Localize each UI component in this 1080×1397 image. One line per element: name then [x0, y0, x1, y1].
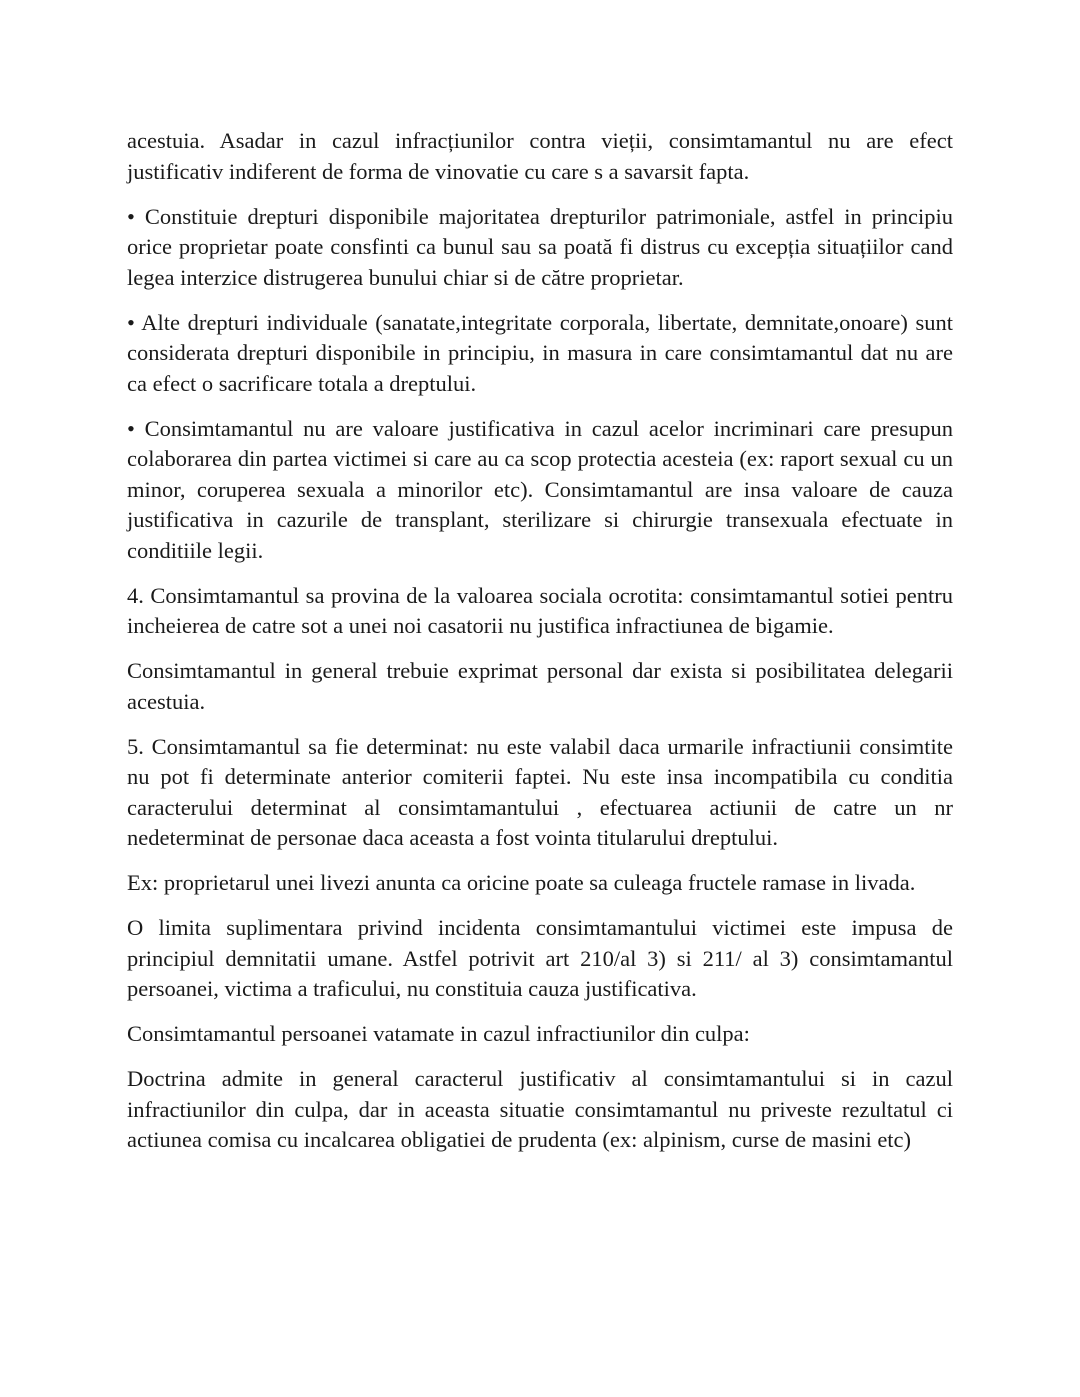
paragraph-text: Consimtamantul persoanei vatamate in cazul infractiunilor din culpa:: [127, 1021, 750, 1046]
paragraph-text: Constituie drepturi disponibile majoritatea drepturilor patrimoniale, astfel in principiu orice proprietar poate consfinti ca bunul sau sa poată fi distrus cu excepția situațiilor cand legea interzice distrugerea bunului chiar si de către proprietar.: [127, 203, 954, 290]
paragraph-text: Doctrina admite in general caracterul justificativ al consimtamantului si in cazul infractiunilor din culpa, dar in aceasta situatie consimtamantul nu priveste rezultatul ci actiunea comisa cu incalcarea obligatiei de prudenta (ex: alpinism, curse de masini etc): [127, 1066, 953, 1152]
bullet-paragraph-individual-rights: [127, 308, 953, 400]
paragraph-doctrine: [127, 1064, 953, 1156]
paragraph-human-dignity: [127, 913, 953, 1005]
bullet-icon: •: [127, 415, 135, 441]
paragraph-text: acestuia. Asadar in cazul infracțiunilor contra vieții, consimtamantul nu are efect justificativ indiferent de forma de vinovatie cu care s a savarsit fapta.: [127, 128, 953, 184]
paragraph-text: 4. Consimtamantul sa provina de la valoarea sociala ocrotita: consimtamantul sotiei pentru incheierea de catre sot a unei noi casatorii nu justifica infractiunea de bigamie.: [127, 582, 953, 638]
numbered-paragraph-5: [127, 732, 953, 854]
paragraph-negligence-heading: [127, 1019, 953, 1050]
bullet-paragraph-no-justifying-value: [127, 414, 953, 567]
paragraph-continuation: [127, 126, 953, 187]
paragraph-text: Alte drepturi individuale (sanatate,integritate corporala, libertate, demnitate,onoare) sunt considerata drepturi disponibile in principiu, in masura in care consimtamantul dat nu are ca efect o sacrificare totala a dreptului.: [127, 309, 953, 396]
bullet-icon: •: [127, 203, 135, 229]
numbered-paragraph-4: [127, 581, 953, 642]
paragraph-text: Consimtamantul in general trebuie exprimat personal dar exista si posibilitatea delegarii acestuia.: [127, 658, 953, 714]
bullet-paragraph-patrimonial-rights: [127, 202, 953, 294]
paragraph-text: O limita suplimentara privind incidenta consimtamantului victimei este impusa de principiul demnitatii umane. Astfel potrivit art 210/al 3) si 211/ al 3) consimtamantul persoanei, victima a traficului, nu constituia cauza justificativa.: [127, 915, 953, 1001]
paragraph-text: Consimtamantul nu are valoare justificativa in cazul acelor incriminari care presupun colaborarea din partea victimei si care au ca scop protectia acesteia (ex: raport sexual cu un minor, coruperea sexuala a minorilor etc). Consimtamantul are insa valoare de cauza justificativa in cazurile de transplant, sterilizare si chirurgie transexuala efectuate in conditiile legii.: [127, 415, 954, 563]
document-page: [127, 126, 953, 1170]
bullet-icon: •: [127, 309, 135, 335]
paragraph-personal-consent: [127, 656, 953, 717]
paragraph-example: [127, 868, 953, 899]
paragraph-text: 5. Consimtamantul sa fie determinat: nu este valabil daca urmarile infractiunii consimtite nu pot fi determinate anterior comiterii faptei. Nu este insa incompatibila cu conditia caracterului determinat al consimtamantului , efectuarea actiunii de catre un nr nedeterminat de personae daca aceasta a fost vointa titularului dreptului.: [127, 733, 953, 850]
paragraph-text: Ex: proprietarul unei livezi anunta ca oricine poate sa culeaga fructele ramase in livada.: [127, 870, 916, 895]
